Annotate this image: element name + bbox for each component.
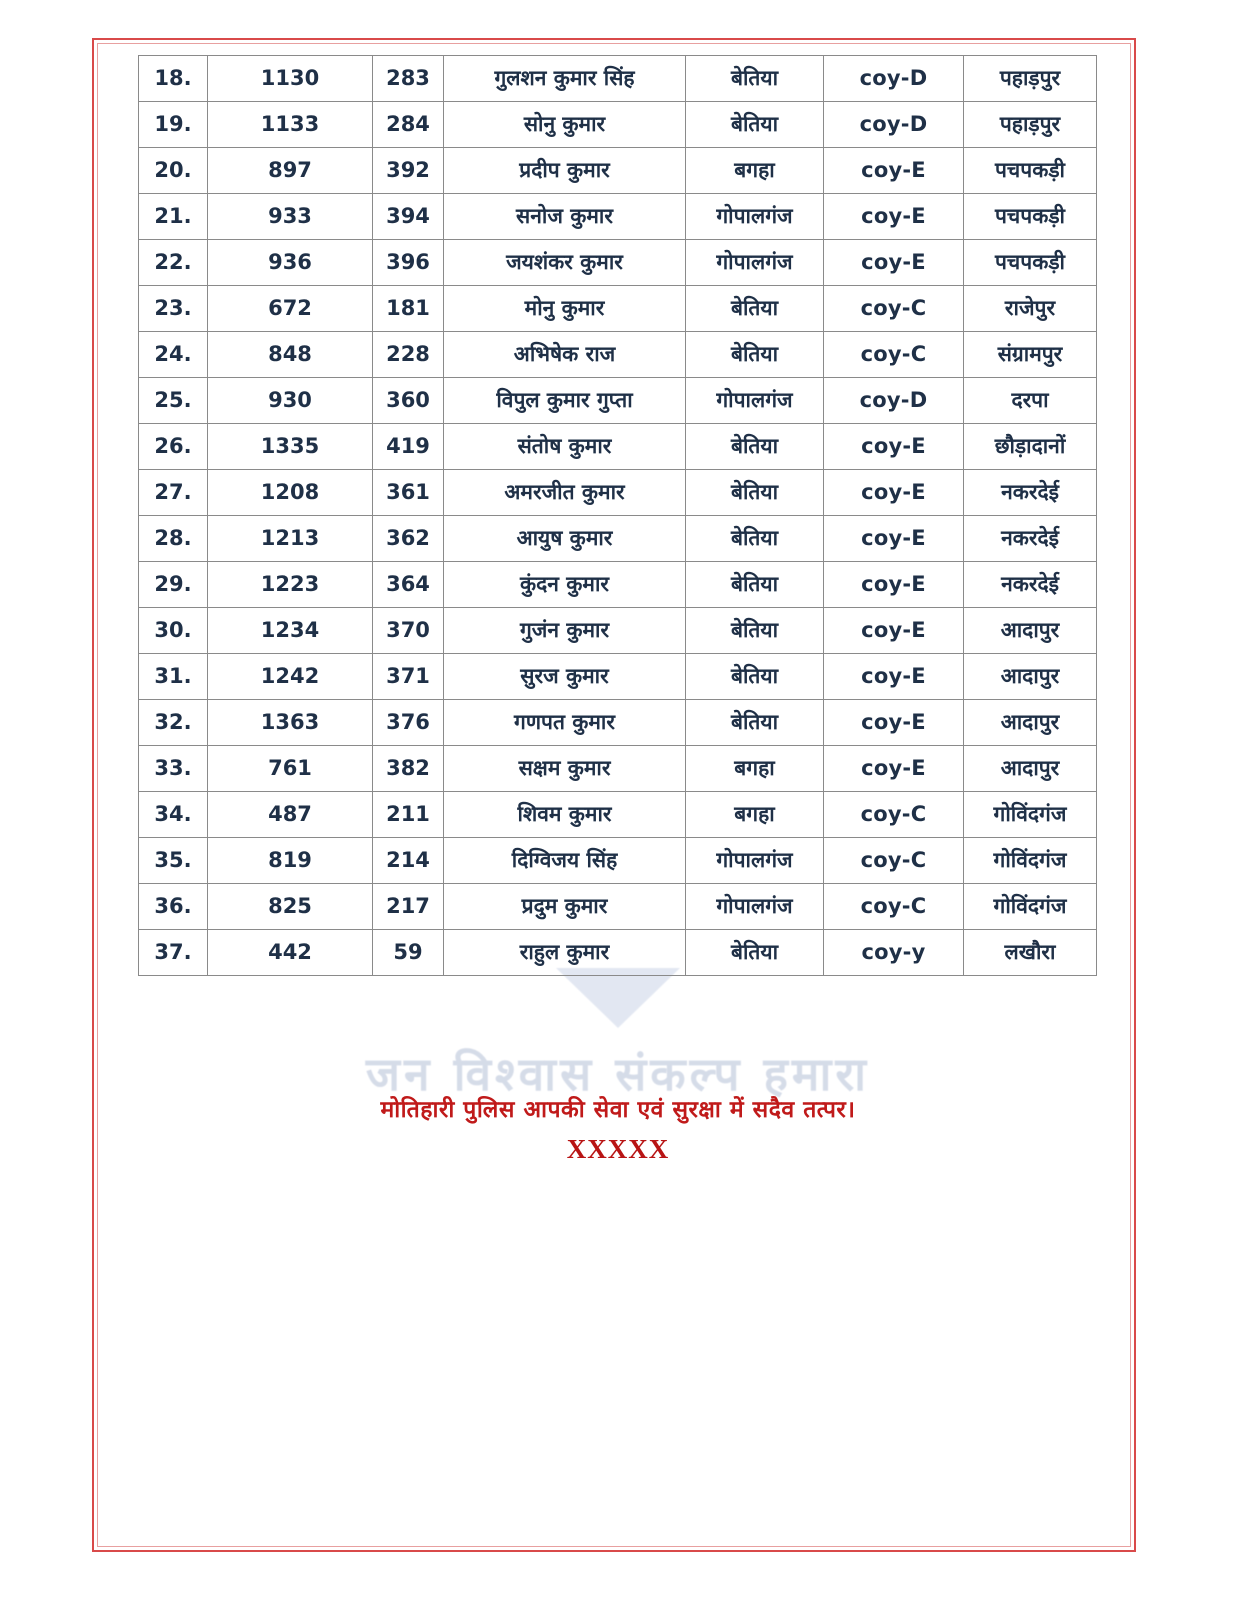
cell-a: 819 — [208, 838, 373, 884]
table-row — [139, 562, 1097, 608]
cell-a: 442 — [208, 930, 373, 976]
cell-coy: coy-y — [824, 930, 964, 976]
footer-signature: XXXXX — [566, 1134, 670, 1164]
cell-coy: coy-E — [824, 700, 964, 746]
cell-a: 761 — [208, 746, 373, 792]
cell-a: 1242 — [208, 654, 373, 700]
cell-sl: 32. — [139, 700, 208, 746]
cell-a: 672 — [208, 286, 373, 332]
cell-name: प्रदीप कुमार — [444, 148, 686, 194]
table-row — [139, 470, 1097, 516]
cell-district: बेतिया — [686, 332, 824, 378]
cell-name: जयशंकर कुमार — [444, 240, 686, 286]
cell-place: संग्रामपुर — [964, 332, 1097, 378]
cell-coy: coy-E — [824, 470, 964, 516]
cell-district: बेतिया — [686, 470, 824, 516]
cell-name: राहुल कुमार — [444, 930, 686, 976]
cell-sl: 26. — [139, 424, 208, 470]
cell-b: 360 — [373, 378, 444, 424]
cell-coy: coy-C — [824, 884, 964, 930]
cell-sl: 29. — [139, 562, 208, 608]
cell-place: पहाड़पुर — [964, 56, 1097, 102]
cell-name: अमरजीत कुमार — [444, 470, 686, 516]
cell-b: 370 — [373, 608, 444, 654]
cell-coy: coy-C — [824, 332, 964, 378]
cell-place: राजेपुर — [964, 286, 1097, 332]
cell-b: 396 — [373, 240, 444, 286]
cell-coy: coy-E — [824, 654, 964, 700]
cell-b: 419 — [373, 424, 444, 470]
cell-place: नकरदेई — [964, 516, 1097, 562]
cell-district: बेतिया — [686, 102, 824, 148]
cell-b: 284 — [373, 102, 444, 148]
cell-b: 364 — [373, 562, 444, 608]
table-row — [139, 286, 1097, 332]
cell-district: बेतिया — [686, 56, 824, 102]
cell-name: गुजंन कुमार — [444, 608, 686, 654]
table-row — [139, 516, 1097, 562]
cell-place: पचपकड़ी — [964, 240, 1097, 286]
cell-b: 392 — [373, 148, 444, 194]
cell-a: 487 — [208, 792, 373, 838]
cell-sl: 35. — [139, 838, 208, 884]
cell-sl: 37. — [139, 930, 208, 976]
cell-b: 362 — [373, 516, 444, 562]
cell-coy: coy-E — [824, 240, 964, 286]
roster-table-container — [138, 55, 1096, 976]
cell-b: 361 — [373, 470, 444, 516]
cell-district: गोपालगंज — [686, 884, 824, 930]
table-row — [139, 56, 1097, 102]
table-row — [139, 608, 1097, 654]
cell-place: आदापुर — [964, 746, 1097, 792]
cell-name: दिग्विजय सिंह — [444, 838, 686, 884]
cell-sl: 30. — [139, 608, 208, 654]
cell-district: गोपालगंज — [686, 240, 824, 286]
cell-coy: coy-D — [824, 378, 964, 424]
cell-place: आदापुर — [964, 700, 1097, 746]
cell-coy: coy-D — [824, 102, 964, 148]
cell-district: बेतिया — [686, 562, 824, 608]
cell-sl: 33. — [139, 746, 208, 792]
cell-sl: 21. — [139, 194, 208, 240]
cell-place: दरपा — [964, 378, 1097, 424]
cell-district: बेतिया — [686, 700, 824, 746]
cell-district: बेतिया — [686, 424, 824, 470]
cell-sl: 24. — [139, 332, 208, 378]
cell-a: 848 — [208, 332, 373, 378]
slogan-watermark: जन विश्वास संकल्प हमारा — [365, 1047, 871, 1101]
cell-name: प्रदुम कुमार — [444, 884, 686, 930]
table-row — [139, 746, 1097, 792]
cell-name: विपुल कुमार गुप्ता — [444, 378, 686, 424]
cell-a: 936 — [208, 240, 373, 286]
cell-name: सक्षम कुमार — [444, 746, 686, 792]
cell-b: 214 — [373, 838, 444, 884]
cell-sl: 22. — [139, 240, 208, 286]
cell-a: 897 — [208, 148, 373, 194]
table-row — [139, 148, 1097, 194]
cell-a: 930 — [208, 378, 373, 424]
cell-name: गणपत कुमार — [444, 700, 686, 746]
cell-coy: coy-E — [824, 746, 964, 792]
cell-district: बगहा — [686, 148, 824, 194]
cell-a: 825 — [208, 884, 373, 930]
cell-coy: coy-C — [824, 792, 964, 838]
cell-district: गोपालगंज — [686, 838, 824, 884]
cell-district: गोपालगंज — [686, 194, 824, 240]
cell-sl: 27. — [139, 470, 208, 516]
cell-district: बगहा — [686, 792, 824, 838]
cell-district: बेतिया — [686, 930, 824, 976]
cell-name: गुलशन कुमार सिंह — [444, 56, 686, 102]
table-row — [139, 700, 1097, 746]
cell-place: आदापुर — [964, 608, 1097, 654]
cell-place: नकरदेई — [964, 562, 1097, 608]
cell-coy: coy-C — [824, 286, 964, 332]
table-row — [139, 194, 1097, 240]
cell-a: 1335 — [208, 424, 373, 470]
cell-place: लखौरा — [964, 930, 1097, 976]
table-row — [139, 654, 1097, 700]
roster-table — [138, 55, 1097, 976]
table-row — [139, 838, 1097, 884]
cell-coy: coy-E — [824, 148, 964, 194]
table-row — [139, 792, 1097, 838]
cell-b: 228 — [373, 332, 444, 378]
cell-sl: 36. — [139, 884, 208, 930]
table-row — [139, 240, 1097, 286]
table-row — [139, 332, 1097, 378]
cell-b: 211 — [373, 792, 444, 838]
footer-slogan: मोतिहारी पुलिस आपकी सेवा एवं सुरक्षा में सदैव तत्पर। — [380, 1097, 856, 1123]
cell-place: पचपकड़ी — [964, 148, 1097, 194]
table-row — [139, 102, 1097, 148]
cell-name: सनोज कुमार — [444, 194, 686, 240]
cell-place: गोविंदगंज — [964, 838, 1097, 884]
cell-sl: 25. — [139, 378, 208, 424]
cell-coy: coy-D — [824, 56, 964, 102]
cell-district: बेतिया — [686, 608, 824, 654]
cell-b: 217 — [373, 884, 444, 930]
cell-b: 376 — [373, 700, 444, 746]
cell-b: 59 — [373, 930, 444, 976]
cell-place: छौड़ादानों — [964, 424, 1097, 470]
cell-a: 933 — [208, 194, 373, 240]
cell-name: संतोष कुमार — [444, 424, 686, 470]
cell-place: गोविंदगंज — [964, 884, 1097, 930]
cell-district: बेतिया — [686, 516, 824, 562]
cell-coy: coy-C — [824, 838, 964, 884]
cell-b: 181 — [373, 286, 444, 332]
table-row — [139, 884, 1097, 930]
cell-sl: 34. — [139, 792, 208, 838]
cell-a: 1208 — [208, 470, 373, 516]
cell-a: 1130 — [208, 56, 373, 102]
cell-a: 1223 — [208, 562, 373, 608]
chevron-watermark-icon — [556, 968, 680, 1028]
cell-district: बेतिया — [686, 654, 824, 700]
table-row — [139, 378, 1097, 424]
table-row — [139, 424, 1097, 470]
cell-district: बगहा — [686, 746, 824, 792]
cell-a: 1363 — [208, 700, 373, 746]
cell-coy: coy-E — [824, 194, 964, 240]
cell-place: पचपकड़ी — [964, 194, 1097, 240]
cell-name: कुंदन कुमार — [444, 562, 686, 608]
cell-sl: 28. — [139, 516, 208, 562]
table-row — [139, 930, 1097, 976]
cell-coy: coy-E — [824, 562, 964, 608]
cell-place: आदापुर — [964, 654, 1097, 700]
cell-name: आयुष कुमार — [444, 516, 686, 562]
cell-b: 382 — [373, 746, 444, 792]
cell-b: 371 — [373, 654, 444, 700]
cell-sl: 19. — [139, 102, 208, 148]
cell-name: शिवम कुमार — [444, 792, 686, 838]
cell-coy: coy-E — [824, 424, 964, 470]
cell-sl: 23. — [139, 286, 208, 332]
cell-name: सुरज कुमार — [444, 654, 686, 700]
cell-name: सोनु कुमार — [444, 102, 686, 148]
cell-district: बेतिया — [686, 286, 824, 332]
cell-place: गोविंदगंज — [964, 792, 1097, 838]
cell-sl: 31. — [139, 654, 208, 700]
cell-b: 394 — [373, 194, 444, 240]
cell-b: 283 — [373, 56, 444, 102]
cell-sl: 18. — [139, 56, 208, 102]
cell-sl: 20. — [139, 148, 208, 194]
cell-place: पहाड़पुर — [964, 102, 1097, 148]
cell-name: मोनु कुमार — [444, 286, 686, 332]
cell-place: नकरदेई — [964, 470, 1097, 516]
cell-name: अभिषेक राज — [444, 332, 686, 378]
cell-a: 1234 — [208, 608, 373, 654]
cell-district: गोपालगंज — [686, 378, 824, 424]
cell-a: 1133 — [208, 102, 373, 148]
cell-coy: coy-E — [824, 516, 964, 562]
cell-coy: coy-E — [824, 608, 964, 654]
cell-a: 1213 — [208, 516, 373, 562]
